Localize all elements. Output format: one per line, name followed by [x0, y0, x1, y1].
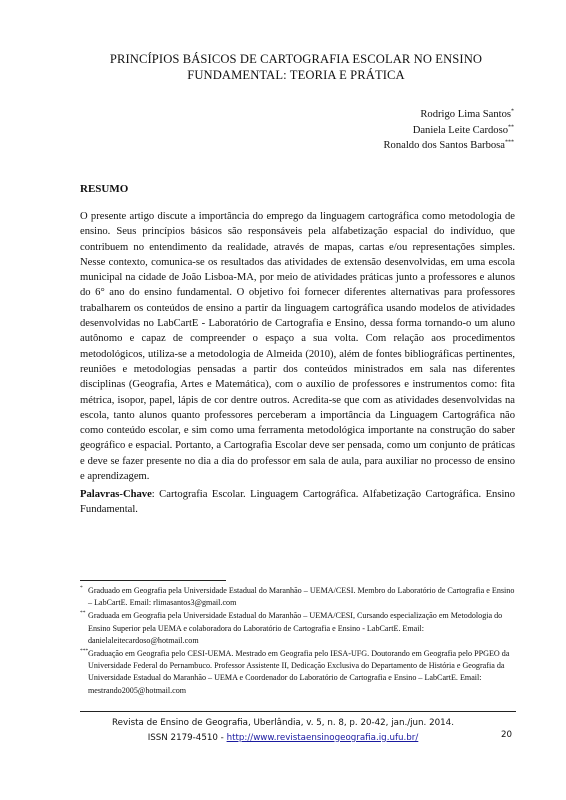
- author-2-mark: **: [508, 123, 514, 130]
- page-footer: [0, 716, 566, 745]
- journal-link[interactable]: http://www.revistaensinogeografia.ig.ufu.br/: [226, 732, 419, 743]
- footnotes: [80, 585, 516, 698]
- title-line-1: PRINCÍPIOS BÁSICOS DE CARTOGRAFIA ESCOLAR NO ENSINO: [109, 52, 483, 66]
- keywords-paragraph: [80, 487, 515, 518]
- footer-rule: [80, 711, 516, 712]
- title-line-2: FUNDAMENTAL: TEORIA E PRÁTICA: [187, 68, 405, 82]
- author-2: Daniela Leite Cardoso**: [412, 123, 514, 136]
- page-number: 20: [500, 730, 512, 740]
- article-title: [80, 51, 512, 83]
- journal-citation: Revista de Ensino de Geografia, Uberlândia, v. 5, n. 8, p. 20-42, jan./jun. 2014.: [112, 718, 454, 728]
- issn-line: ISSN 2179-4510 - http://www.revistaensinogeografia.ig.ufu.br/: [147, 732, 419, 743]
- author-3: Ronaldo dos Santos Barbosa***: [383, 139, 514, 151]
- author-1: Rodrigo Lima Santos*: [420, 108, 514, 120]
- author-list: [214, 107, 514, 154]
- footnote-2: ** Graduada em Geografia pela Universidade Estadual do Maranhão – UEMA/CESI, Cursando especialização em Metodologia do Ensino Superior pela UEMA e colaboradora do Laboratório de Cartografia e Ensino - LabCartE. Email: danielaleitecardoso@hotmail.com: [80, 610, 503, 645]
- footnote-1: * Graduado em Geografia pela Universidade Estadual do Maranhão – UEMA/CESI. Membro do Laboratório de Cartografia e Ensino – LabCartE. Email: rlimasantos3@gmail.com: [80, 585, 515, 608]
- keywords-text: : Cartografia Escolar. Linguagem Cartográfica. Alfabetização Cartográfica. Ensino Fundamental.: [80, 489, 515, 516]
- abstract-heading: RESUMO: [80, 183, 129, 195]
- footnote-3: *** Graduação em Geografia pelo CESI-UEMA. Mestrado em Geografia pelo IESA-UFG. Doutorando em Geografia pelo PPGEO da Universidade Federal do Pernambuco. Professor Assistente II, Dedicação Exclusiva do Departamento de História e Geografia da Universidade Estadual do Maranhão – UEMA e Coordenador do Laboratório de Cartografia e Ensino – LabCartE. Email: mestrando2005@hotmail.com: [80, 648, 510, 695]
- keywords-label: Palavras-Chave: [80, 489, 152, 500]
- footnote-rule: [80, 580, 226, 581]
- abstract-text: O presente artigo discute a importância do emprego da linguagem cartográfica como metodologia de ensino. Seus princípios básicos são responsáveis pela alfabetização espacial do indivíduo, que contribuem no entendimento da realidade, através de mapas, cartas e/ou representações simples. Nesse contexto, comunica-se os resultados das atividades de extensão desenvolvidas, em uma escola municipal na cidade de João Lisboa-MA, por meio de atividades práticas junto a professores e alunos do 6° ano do ensino fundamental. O objetivo foi fornecer diferentes alternativas para professores trabalharem os conteúdos de ensino a partir da linguagem cartográfica usando modelos de atividades desenvolvidas no LabCartE - Laboratório de Cartografia e Ensino, dessa forma tornando-o um aluno autônomo e capaz de compreender o espaço a sua volta. Com relação aos procedimentos metodológicos, utiliza-se a metodologia de Almeida (2010), além de fontes bibliográficas pertinentes, reuniões e metodologias pensadas a partir dos conteúdos ministrados em sala nas diferentes disciplinas (Geografia, Artes e Matemática), com o auxílio de professores e instrumentos como: fita métrica, isopor, papel, lápis de cor dentre outros. Acredita-se que com as atividades desenvolvidas na escola, tanto alunos quanto professores perceberam a importância da Linguagem Cartográfica não como conteúdo escolar, e sim como uma ferramenta metodológica importante na construção do saber geográfico e espacial. Portanto, a Cartografia Escolar deve ser pensada, como um conjunto de práticas e deve se fazer presente no dia a dia do professor em sala de aula, para auxiliar no processo de ensino e aprendizagem.: [80, 211, 515, 483]
- author-1-mark: *: [511, 108, 514, 115]
- author-3-mark: ***: [505, 139, 514, 146]
